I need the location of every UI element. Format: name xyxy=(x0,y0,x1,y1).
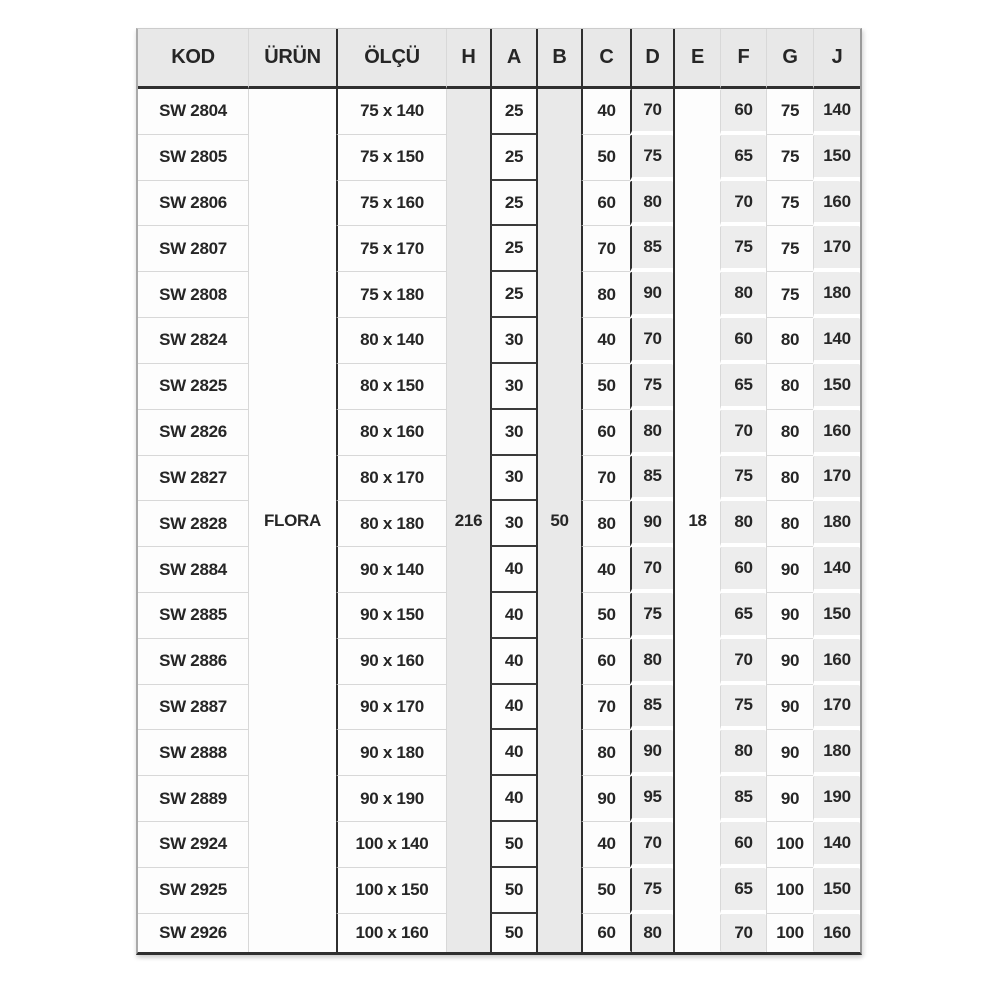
cell-j: 150 xyxy=(813,593,860,639)
cell-kod: SW 2807 xyxy=(138,226,248,272)
table-row xyxy=(138,685,860,731)
table-row xyxy=(138,776,860,822)
table-row xyxy=(138,318,860,364)
cell-kod: SW 2828 xyxy=(138,501,248,547)
cell-olcu: 90 x 180 xyxy=(336,730,446,776)
column-header-urun: ÜRÜN xyxy=(248,29,336,89)
cell-olcu: 75 x 150 xyxy=(336,135,446,181)
cell-kod: SW 2805 xyxy=(138,135,248,181)
cell-olcu: 100 x 160 xyxy=(336,914,446,952)
cell-j: 170 xyxy=(813,226,860,272)
cell-g: 80 xyxy=(766,410,813,456)
cell-j: 140 xyxy=(813,547,860,593)
cell-f: 80 xyxy=(720,272,766,318)
cell-c: 50 xyxy=(581,868,630,914)
cell-f: 60 xyxy=(720,89,766,135)
column-header-olcu: ÖLÇÜ xyxy=(336,29,446,89)
cell-olcu: 90 x 190 xyxy=(336,776,446,822)
cell-j: 170 xyxy=(813,685,860,731)
cell-g: 100 xyxy=(766,822,813,868)
table-row xyxy=(138,730,860,776)
cell-d: 90 xyxy=(630,730,673,776)
table-row xyxy=(138,547,860,593)
cell-g: 90 xyxy=(766,776,813,822)
table-row xyxy=(138,410,860,456)
cell-kod: SW 2824 xyxy=(138,318,248,364)
cell-a: 25 xyxy=(490,181,536,227)
cell-f: 60 xyxy=(720,318,766,364)
cell-g: 75 xyxy=(766,135,813,181)
cell-a: 30 xyxy=(490,501,536,547)
cell-g: 80 xyxy=(766,456,813,502)
cell-g: 75 xyxy=(766,272,813,318)
cell-j: 150 xyxy=(813,364,860,410)
cell-j: 140 xyxy=(813,318,860,364)
cell-f: 65 xyxy=(720,135,766,181)
cell-c: 60 xyxy=(581,914,630,952)
cell-j: 170 xyxy=(813,456,860,502)
column-header-a: A xyxy=(490,29,536,89)
cell-f: 75 xyxy=(720,456,766,502)
table-row xyxy=(138,272,860,318)
cell-j: 150 xyxy=(813,868,860,914)
column-header-h: H xyxy=(446,29,490,89)
column-header-b: B xyxy=(536,29,581,89)
table-row xyxy=(138,89,860,135)
merged-cell-urun: FLORA xyxy=(248,89,336,952)
cell-j: 140 xyxy=(813,822,860,868)
cell-g: 90 xyxy=(766,593,813,639)
cell-f: 80 xyxy=(720,730,766,776)
product-spec-table xyxy=(136,28,862,955)
cell-kod: SW 2926 xyxy=(138,914,248,952)
cell-olcu: 90 x 160 xyxy=(336,639,446,685)
cell-d: 80 xyxy=(630,410,673,456)
cell-g: 80 xyxy=(766,501,813,547)
merged-cell-e: 18 xyxy=(673,89,720,952)
cell-olcu: 100 x 140 xyxy=(336,822,446,868)
cell-c: 40 xyxy=(581,822,630,868)
cell-a: 30 xyxy=(490,456,536,502)
cell-a: 30 xyxy=(490,318,536,364)
cell-a: 40 xyxy=(490,685,536,731)
cell-d: 85 xyxy=(630,456,673,502)
cell-g: 90 xyxy=(766,730,813,776)
cell-g: 90 xyxy=(766,639,813,685)
cell-kod: SW 2924 xyxy=(138,822,248,868)
cell-d: 85 xyxy=(630,226,673,272)
cell-f: 60 xyxy=(720,822,766,868)
column-header-e: E xyxy=(673,29,720,89)
table-row xyxy=(138,501,860,547)
cell-c: 40 xyxy=(581,547,630,593)
cell-a: 50 xyxy=(490,822,536,868)
cell-a: 25 xyxy=(490,89,536,135)
cell-kod: SW 2827 xyxy=(138,456,248,502)
cell-f: 65 xyxy=(720,868,766,914)
cell-a: 30 xyxy=(490,364,536,410)
cell-a: 25 xyxy=(490,272,536,318)
cell-f: 65 xyxy=(720,593,766,639)
cell-d: 80 xyxy=(630,181,673,227)
cell-d: 70 xyxy=(630,822,673,868)
cell-d: 80 xyxy=(630,914,673,952)
cell-olcu: 90 x 150 xyxy=(336,593,446,639)
cell-j: 180 xyxy=(813,272,860,318)
cell-d: 70 xyxy=(630,547,673,593)
cell-kod: SW 2889 xyxy=(138,776,248,822)
cell-kod: SW 2806 xyxy=(138,181,248,227)
cell-c: 70 xyxy=(581,685,630,731)
cell-j: 160 xyxy=(813,410,860,456)
cell-j: 140 xyxy=(813,89,860,135)
cell-a: 40 xyxy=(490,593,536,639)
cell-olcu: 80 x 180 xyxy=(336,501,446,547)
cell-a: 40 xyxy=(490,547,536,593)
column-header-c: C xyxy=(581,29,630,89)
merged-cell-b: 50 xyxy=(536,89,581,952)
cell-j: 160 xyxy=(813,639,860,685)
cell-c: 90 xyxy=(581,776,630,822)
cell-j: 150 xyxy=(813,135,860,181)
table-row xyxy=(138,456,860,502)
cell-a: 30 xyxy=(490,410,536,456)
cell-d: 75 xyxy=(630,868,673,914)
cell-g: 100 xyxy=(766,868,813,914)
cell-j: 180 xyxy=(813,501,860,547)
cell-d: 80 xyxy=(630,639,673,685)
cell-olcu: 90 x 170 xyxy=(336,685,446,731)
cell-f: 80 xyxy=(720,501,766,547)
cell-c: 70 xyxy=(581,456,630,502)
cell-c: 50 xyxy=(581,593,630,639)
cell-c: 60 xyxy=(581,410,630,456)
cell-a: 50 xyxy=(490,868,536,914)
cell-g: 90 xyxy=(766,685,813,731)
cell-c: 60 xyxy=(581,181,630,227)
cell-f: 60 xyxy=(720,547,766,593)
cell-a: 40 xyxy=(490,639,536,685)
table-row xyxy=(138,364,860,410)
cell-f: 70 xyxy=(720,181,766,227)
cell-f: 70 xyxy=(720,914,766,952)
cell-olcu: 80 x 170 xyxy=(336,456,446,502)
cell-g: 75 xyxy=(766,226,813,272)
cell-d: 70 xyxy=(630,89,673,135)
cell-kod: SW 2804 xyxy=(138,89,248,135)
cell-g: 75 xyxy=(766,89,813,135)
merged-cell-h: 216 xyxy=(446,89,490,952)
cell-olcu: 75 x 170 xyxy=(336,226,446,272)
cell-f: 65 xyxy=(720,364,766,410)
table-row xyxy=(138,639,860,685)
cell-a: 50 xyxy=(490,914,536,952)
column-header-kod: KOD xyxy=(138,29,248,89)
cell-d: 75 xyxy=(630,593,673,639)
cell-kod: SW 2887 xyxy=(138,685,248,731)
cell-kod: SW 2885 xyxy=(138,593,248,639)
cell-kod: SW 2888 xyxy=(138,730,248,776)
cell-g: 75 xyxy=(766,181,813,227)
spec-table-body xyxy=(138,89,860,952)
cell-d: 70 xyxy=(630,318,673,364)
cell-c: 40 xyxy=(581,89,630,135)
cell-f: 85 xyxy=(720,776,766,822)
cell-d: 90 xyxy=(630,501,673,547)
header-row xyxy=(138,29,860,89)
cell-j: 160 xyxy=(813,181,860,227)
cell-a: 25 xyxy=(490,135,536,181)
cell-j: 190 xyxy=(813,776,860,822)
cell-c: 50 xyxy=(581,364,630,410)
cell-olcu: 80 x 160 xyxy=(336,410,446,456)
cell-olcu: 90 x 140 xyxy=(336,547,446,593)
table-row xyxy=(138,914,860,952)
column-header-j: J xyxy=(813,29,860,89)
cell-f: 75 xyxy=(720,685,766,731)
cell-d: 95 xyxy=(630,776,673,822)
cell-olcu: 75 x 180 xyxy=(336,272,446,318)
cell-kod: SW 2808 xyxy=(138,272,248,318)
cell-kod: SW 2826 xyxy=(138,410,248,456)
cell-d: 75 xyxy=(630,364,673,410)
cell-olcu: 80 x 150 xyxy=(336,364,446,410)
column-header-g: G xyxy=(766,29,813,89)
cell-olcu: 100 x 150 xyxy=(336,868,446,914)
cell-c: 60 xyxy=(581,639,630,685)
cell-a: 25 xyxy=(490,226,536,272)
table-row xyxy=(138,593,860,639)
cell-d: 90 xyxy=(630,272,673,318)
cell-d: 75 xyxy=(630,135,673,181)
cell-kod: SW 2886 xyxy=(138,639,248,685)
table-row xyxy=(138,822,860,868)
cell-kod: SW 2884 xyxy=(138,547,248,593)
cell-a: 40 xyxy=(490,776,536,822)
cell-a: 40 xyxy=(490,730,536,776)
column-header-f: F xyxy=(720,29,766,89)
column-header-d: D xyxy=(630,29,673,89)
cell-d: 85 xyxy=(630,685,673,731)
cell-f: 70 xyxy=(720,410,766,456)
cell-c: 80 xyxy=(581,501,630,547)
table-row xyxy=(138,868,860,914)
table-row xyxy=(138,181,860,227)
cell-olcu: 75 x 160 xyxy=(336,181,446,227)
table-row xyxy=(138,226,860,272)
cell-c: 40 xyxy=(581,318,630,364)
cell-g: 90 xyxy=(766,547,813,593)
cell-g: 100 xyxy=(766,914,813,952)
cell-g: 80 xyxy=(766,364,813,410)
cell-c: 80 xyxy=(581,272,630,318)
cell-f: 70 xyxy=(720,639,766,685)
cell-olcu: 80 x 140 xyxy=(336,318,446,364)
cell-g: 80 xyxy=(766,318,813,364)
table-row xyxy=(138,135,860,181)
cell-c: 80 xyxy=(581,730,630,776)
cell-c: 70 xyxy=(581,226,630,272)
cell-j: 160 xyxy=(813,914,860,952)
cell-f: 75 xyxy=(720,226,766,272)
cell-j: 180 xyxy=(813,730,860,776)
cell-c: 50 xyxy=(581,135,630,181)
cell-olcu: 75 x 140 xyxy=(336,89,446,135)
cell-kod: SW 2925 xyxy=(138,868,248,914)
cell-kod: SW 2825 xyxy=(138,364,248,410)
